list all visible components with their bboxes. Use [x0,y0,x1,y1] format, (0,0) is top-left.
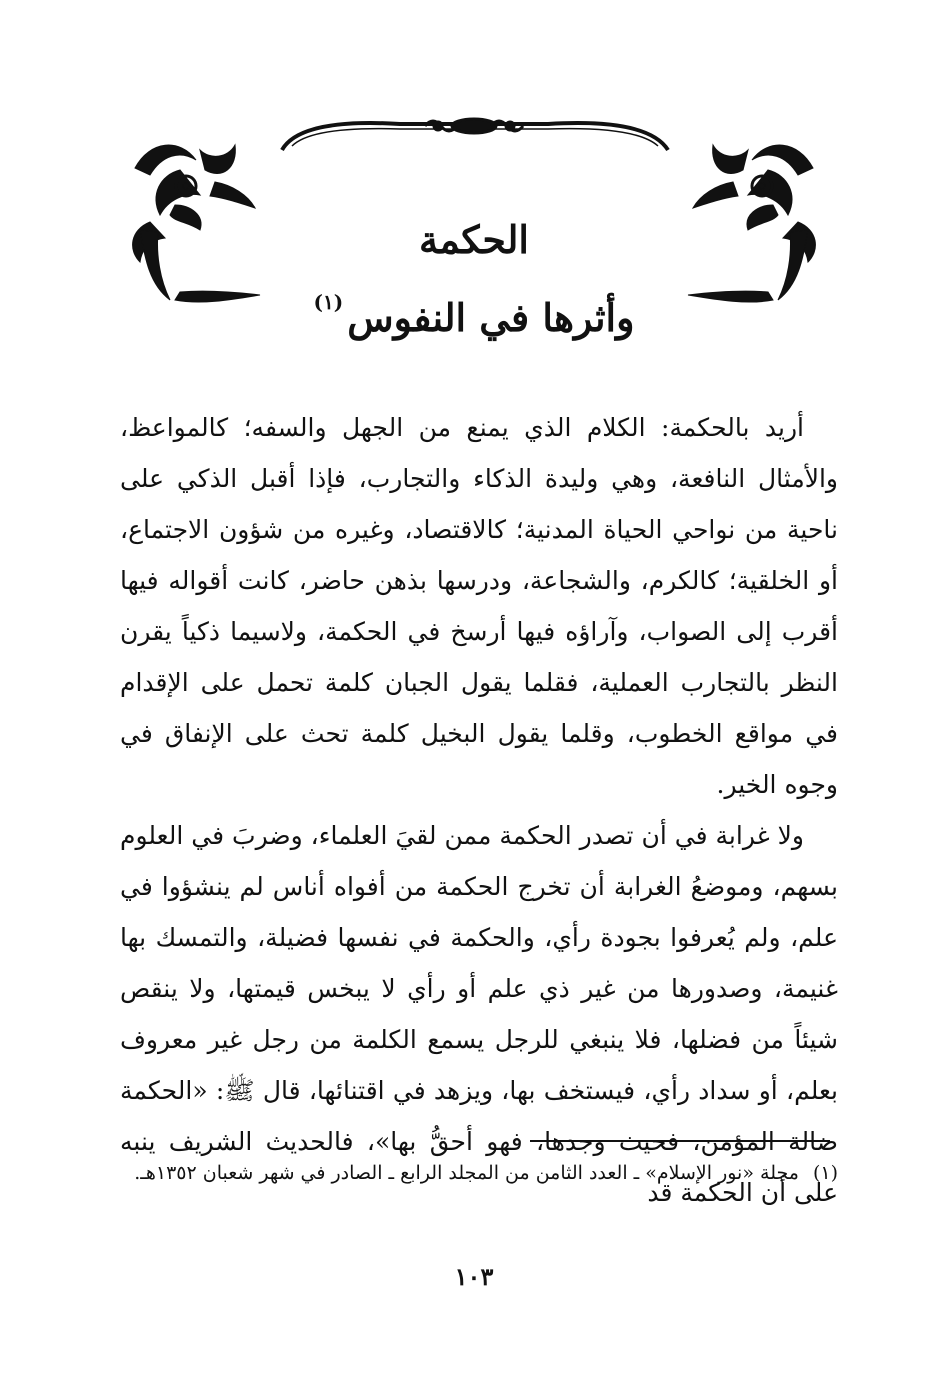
chapter-title [0,210,948,340]
footnote-marker: (١) [812,1162,838,1184]
paragraph-2: ولا غرابة في أن تصدر الحكمة ممن لقيَ العلماء، وضربَ في العلوم بسهم، وموضعُ الغرابة أن تخرج الحكمة من أفواه أناس لم ينشؤوا في علم، ولم يُعرفوا بجودة رأي، والحكمة في نفسها فضيلة، والتمسك بها غنيمة، وصدورها من غير ذي علم أو رأي لا يبخس قيمتها، ولا ينقص شيئاً من فضلها، فلا ينبغي للرجل يسمع الكلمة من رجل غير معروف بعلم، أو سداد رأي، فيستخف بها، ويزهد في اقتنائها، قال ﷺ: «الحكمة ضالة المؤمن، فحيث وجدها، فهو أحقُّ بها»، فالحديث الشريف ينبه على أن الحكمة قد [120,821,838,1207]
page-number: ١٠٣ [454,1262,494,1291]
title-footnote-marker: (١) [313,290,344,314]
footnote-separator [530,1140,830,1142]
body-text [120,402,838,1218]
title-line-1: الحكمة [419,217,529,262]
ornament-center-knot [425,119,523,133]
footnote [120,1153,838,1193]
footnote-text: مجلة «نور الإسلام» ـ العدد الثامن من المجلد الرابع ـ الصادر في شهر شعبان ١٣٥٢هـ. [134,1162,799,1184]
paragraph-1: أريد بالحكمة: الكلام الذي يمنع من الجهل والسفه؛ كالمواعظ، والأمثال النافعة، وهي وليدة الذكاء والتجارب، فإذا أقبل الذكي على ناحية من نواحي الحياة المدنية؛ كالاقتصاد، وغيره من شؤون الاجتماع، أو الخلقية؛ كالكرم، والشجاعة، ودرسها بذهن حاضر، كانت أقواله فيها أقرب إلى الصواب، وآراؤه فيها أرسخ في الحكمة، ولاسيما ذكياً يقرن النظر بالتجارب العملية، فقلما يقول الجبان كلمة تحمل على الإقدام في مواقع الخطوب، وقلما يقول البخيل كلمة تحث على الإنفاق في وجوه الخير. [120,413,838,799]
title-line-2 [0,272,948,348]
title-line-2-text: وأثرها في النفوس [347,295,635,340]
